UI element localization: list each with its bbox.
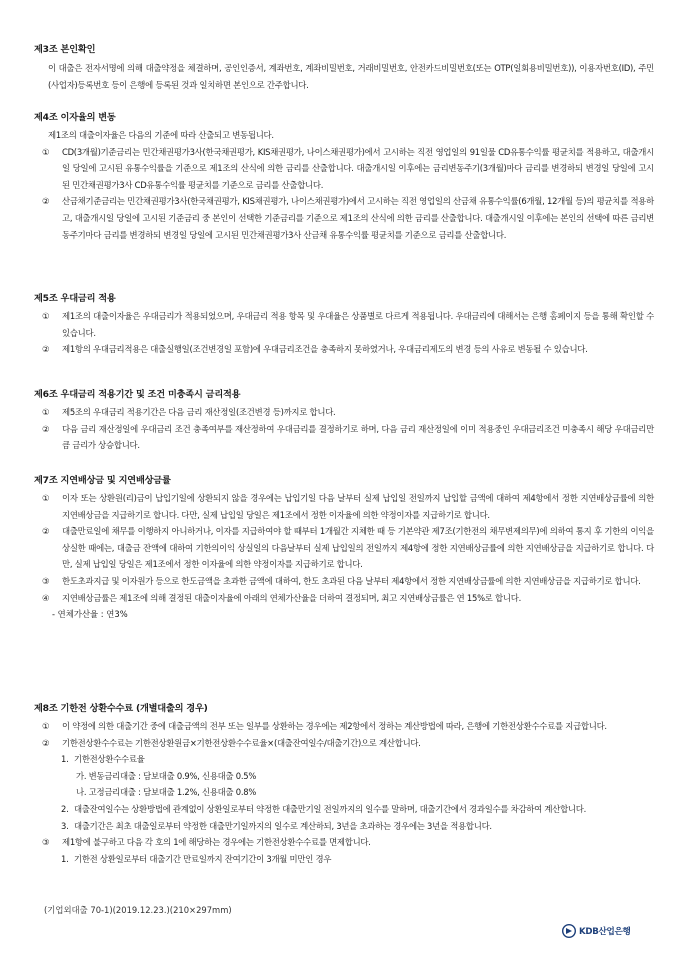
item-text: 지연배상금률은 제1조에 의해 결정된 대출이자율에 아래의 연체가산율을 더하여 결정되며, 최고 지연배상금률은 연 15%로 합니다. bbox=[62, 592, 521, 603]
item-text: 이 약정에 의한 대출기간 중에 대출금액의 전부 또는 일부를 상환하는 경우에는 제2항에서 정하는 계산방법에 따라, 은행에 기한전상환수수료를 지급합니다. bbox=[62, 721, 607, 731]
kdb-logo-icon bbox=[562, 924, 576, 938]
article-5-title: 제5조 우대금리 적용 bbox=[34, 293, 116, 304]
article-3-body: 이 대출은 전자서명에 의해 대출약정을 체결하며, 공인인증서, 계좌번호, 계좌비밀번호, 거래비밀번호, 안전카드비밀번호(또는 OTP(일회용비밀번호)), 이용자번호(ID), 주민(사업자)등록번호 등이 은행에 등록된 것과 일치하면 본인으로 간주합니다. bbox=[48, 63, 654, 90]
item-text: 제5조의 우대금리 적용기간은 다음 금리 재산정일(조건변경 등)까지로 합니다. bbox=[62, 407, 336, 417]
sub-text: 기한전상환수수료율 bbox=[74, 754, 145, 765]
article-7-item-1 bbox=[34, 490, 654, 523]
article-4-item-2 bbox=[34, 193, 654, 243]
article-8-sub-2 bbox=[34, 801, 654, 818]
sub-text: 대출잔여일수는 상환방법에 관계없이 상환일로부터 약정한 대출만기일 전일까지의 일수를 말하며, 대출기간에서 경과일수를 차감하여 계산합니다. bbox=[74, 803, 587, 814]
item-number: ② bbox=[42, 737, 50, 748]
article-8-item-3 bbox=[34, 834, 654, 851]
item-number: ② bbox=[42, 526, 50, 537]
article-5-item-1 bbox=[34, 308, 654, 341]
item-text: 다음 금리 재산정일에 우대금리 조건 충족여부를 재산정하여 우대금리를 결정하기로 하며, 다음 금리 재산정일에 이미 적용중인 우대금리조건 미충족시 해당 우대금리만큼 금리가 상승합니다. bbox=[62, 423, 654, 451]
article-5 bbox=[34, 293, 654, 358]
item-text: 산금채기준금리는 민간채권평가3사(한국채권평가, KIS채권평가, 나이스채권평가)에서 고시하는 직전 영업일의 산금채 유통수익률(6개월, 12개월 등)의 평균치를 적용하고, 대출개시일 당일에 고시된 기준금리 중 본인이 선택한 기준금리를 기준으로 제1조의 산식에 의한 금리를 산출합니다. 대출개시일 이후에는 본인의 선택에 따른 금리변동주기마다 금리를 변경하되 변경일 당일에 고시된 민간채권평가3사 산금채 유통수익률 평균치를 기준으로 금리를 산출합니다. bbox=[62, 196, 654, 240]
sub-number: 3. bbox=[61, 820, 69, 831]
sub-text: 기한전 상환일로부터 대출기간 만료일까지 잔여기간이 3개월 미만인 경우 bbox=[74, 853, 332, 864]
article-4 bbox=[34, 112, 654, 243]
item-number: ③ bbox=[42, 575, 50, 586]
article-7-title: 제7조 지연배상금 및 지연배상금률 bbox=[34, 475, 171, 486]
article-7 bbox=[34, 475, 654, 623]
article-4-intro: 제1조의 대출이자율은 다음의 기준에 따라 산출되고 변동됩니다. bbox=[48, 130, 274, 140]
item-number: ① bbox=[42, 311, 50, 321]
fixed-rate-fee: 나. 고정금리대출 : 담보대출 1.2%, 신용대출 0.8% bbox=[76, 787, 257, 798]
article-8-sub-3 bbox=[34, 818, 654, 835]
article-5-item-2 bbox=[34, 341, 654, 358]
variable-rate-fee: 가. 변동금리대출 : 담보대출 0.9%, 신용대출 0.5% bbox=[76, 770, 257, 781]
item-number: ② bbox=[42, 344, 50, 355]
item-number: ② bbox=[42, 196, 50, 207]
item-number: ④ bbox=[42, 592, 50, 603]
sub-number: 2. bbox=[61, 803, 69, 814]
late-rate-note: - 연체가산율 : 연3% bbox=[52, 609, 128, 620]
kdb-logo-text: KDB산업은행 bbox=[579, 927, 631, 937]
article-7-item-3 bbox=[34, 573, 654, 590]
article-3-title: 제3조 본인확인 bbox=[34, 44, 96, 55]
item-text: 제1항에 불구하고 다음 각 호의 1에 해당하는 경우에는 기한전상환수수료를 면제합니다. bbox=[62, 837, 371, 848]
article-6-item-1 bbox=[34, 404, 654, 421]
article-6-title: 제6조 우대금리 적용기간 및 조건 미충족시 금리적용 bbox=[34, 389, 241, 400]
form-code: (기업외대출 70-1)(2019.12.23.)(210×297mm) bbox=[44, 905, 232, 915]
article-8-sub-4 bbox=[34, 851, 654, 868]
article-8-title: 제8조 기한전 상환수수료 (개별대출의 경우) bbox=[34, 703, 208, 714]
item-number: ② bbox=[42, 423, 50, 434]
article-7-item-4 bbox=[34, 590, 654, 607]
article-6 bbox=[34, 389, 654, 454]
sub-text: 대출기간은 최초 대출일로부터 약정한 대출만기일까지의 일수로 계산하되, 3년을 초과하는 경우에는 3년을 적용합니다. bbox=[74, 820, 492, 831]
article-6-item-2 bbox=[34, 421, 654, 454]
article-4-title: 제4조 이자율의 변동 bbox=[34, 112, 116, 123]
article-8-item-1 bbox=[34, 718, 654, 735]
item-text: 이자 또는 상환원(리)금이 납입기일에 상환되지 않을 경우에는 납입기일 다음 날부터 실제 납입일 전일까지 납입할 금액에 대하여 제4항에서 정한 지연배상금률에 의한 지연배상금을 지급하기로 합니다. 다만, 실제 납입일 당일은 제1조에서 정한 이자율에 의한 약정이자를 지급하기로 합니다. bbox=[62, 493, 654, 520]
item-number: ① bbox=[42, 407, 50, 417]
item-text: 대출만료일에 채무를 이행하지 아니하거나, 이자를 지급하여야 할 때부터 1개월간 지체한 때 등 기본약관 제7조(기한전의 채무변제의무)에 의하여 통지 후 기한의 이익을 상실한 때에는, 대출금 잔액에 대하여 기한의이익 상실일의 다음날부터 실제 납입일의 전일까지 제4항에 정한 지연배상금률에 의한 지연배상금을 지급하기로 합니다. 다만, 실제 납입일 당일은 제1조에서 정한 이자율에 의한 약정이자를 지급하기로 합니다. bbox=[62, 526, 654, 570]
item-text: 제1항의 우대금리적용은 대출실행일(조건변경일 포함)에 우대금리조건을 충족하지 못하였거나, 우대금리제도의 변경 등의 사유로 변동될 수 있습니다. bbox=[62, 344, 588, 355]
sub-number: 1. bbox=[61, 754, 69, 765]
item-text: 기한전상환수수료는 기한전상환원금×기한전상환수수료율×(대출잔여일수/대출기간)으로 계산합니다. bbox=[62, 737, 421, 748]
article-8-item-2 bbox=[34, 735, 654, 752]
article-8 bbox=[34, 703, 654, 867]
item-number: ③ bbox=[42, 837, 50, 848]
article-8-sub-1 bbox=[34, 751, 654, 768]
sub-number: 1. bbox=[61, 853, 69, 864]
item-number: ① bbox=[42, 146, 50, 157]
kdb-logo bbox=[562, 924, 630, 938]
article-4-item-1 bbox=[34, 144, 654, 194]
item-text: 제1조의 대출이자율은 우대금리가 적용되었으며, 우대금리 적용 항목 및 우대율은 상품별로 다르게 적용됩니다. 우대금리에 대해서는 은행 홈페이지 등을 통해 확인할 수 있습니다. bbox=[62, 311, 654, 338]
article-3 bbox=[34, 44, 654, 93]
item-number: ① bbox=[42, 493, 50, 503]
item-number: ① bbox=[42, 721, 50, 731]
item-text: 한도초과지급 및 이자원가 등으로 한도금액을 초과한 금액에 대하여, 한도 초과된 다음 날부터 제4항에서 정한 지연배상금률에 의한 지연배상금을 지급하기로 합니다. bbox=[62, 575, 641, 586]
item-text: CD(3개월)기준금리는 민간채권평가3사(한국채권평가, KIS채권평가, 나이스채권평가)에서 고시하는 직전 영업일의 91일물 CD유통수익률 평균치를 적용하고, 대출개시일 당일에 고시된 유통수익률을 기준으로 제1조의 산식에 의한 금리를 산출합니다. 대출개시일 이후에는 금리변동주기(3개월)마다 금리를 변경하되 변경일 당일에 고시된 민간채권평가3사 CD유통수익률 평균치를 기준으로 금리를 산출합니다. bbox=[62, 146, 654, 190]
article-7-item-2 bbox=[34, 523, 654, 573]
